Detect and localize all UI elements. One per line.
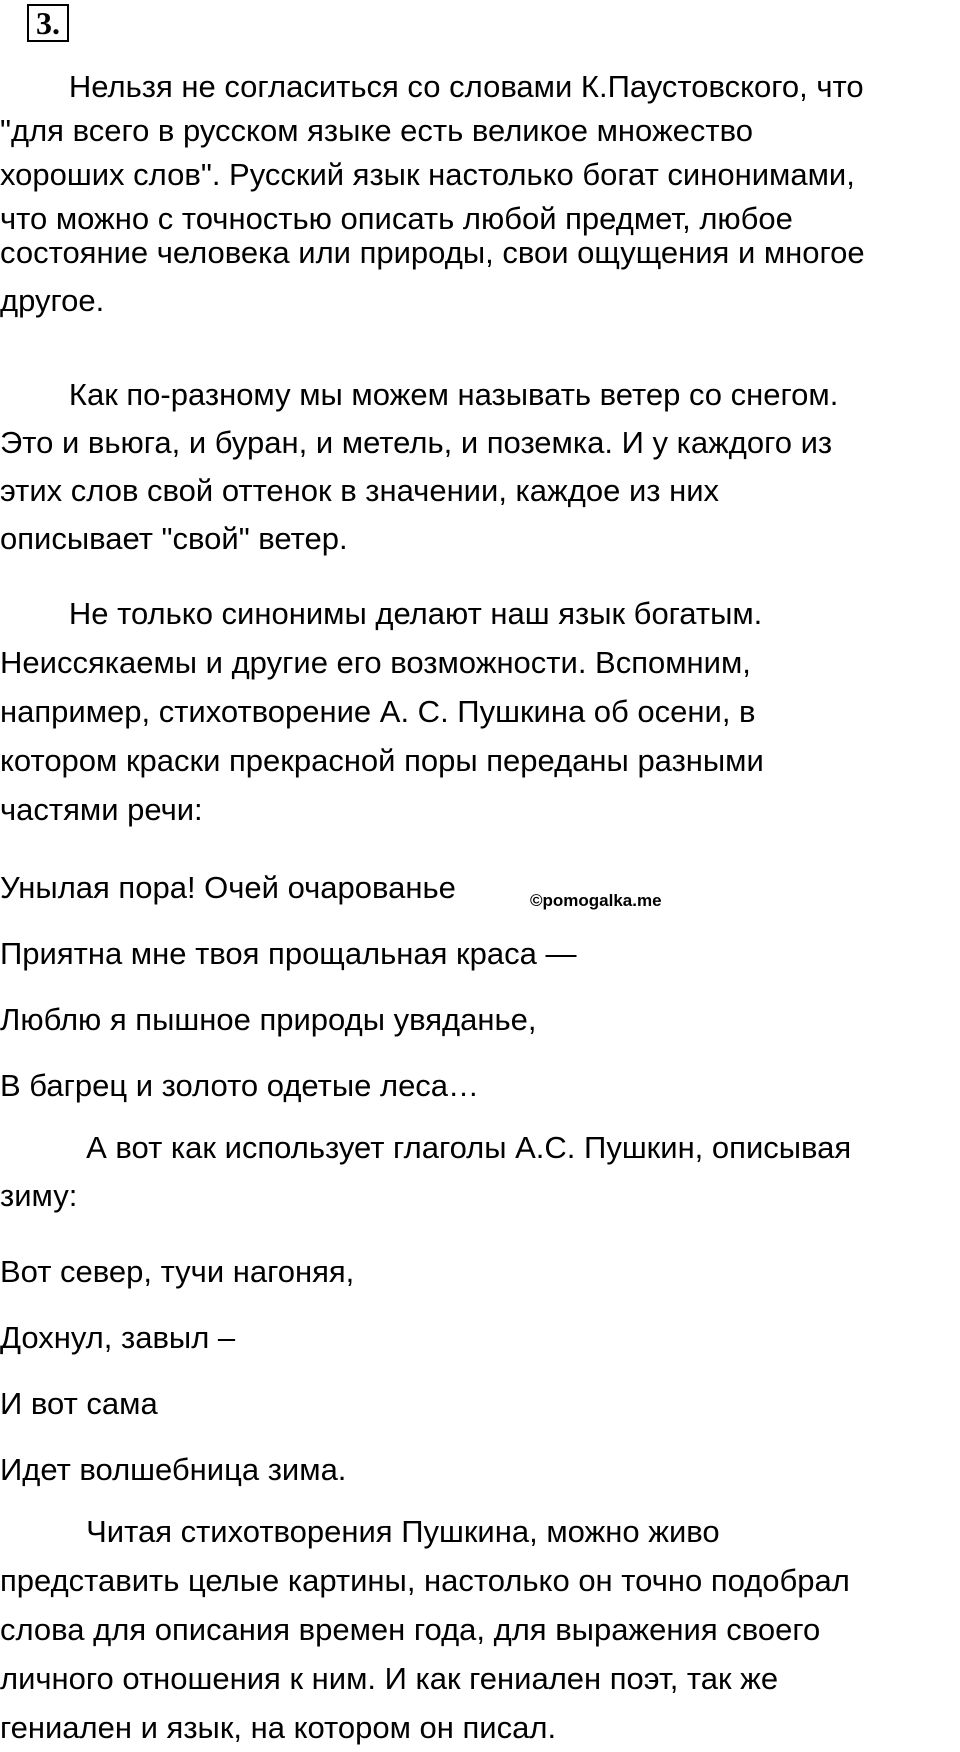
text-line: Неиссякаемы и другие его возможности. Вспомним, (0, 645, 751, 680)
task-number-box: 3. (27, 4, 69, 42)
text-line: Не только синонимы делают наш язык богатым. (0, 596, 763, 631)
paragraph-1 (0, 65, 958, 323)
text-line: частями речи: (0, 792, 203, 827)
text-line: Читая стихотворения Пушкина, можно живо (0, 1514, 720, 1549)
text-line: зиму: (0, 1178, 78, 1213)
poem-winter (0, 1239, 958, 1503)
paragraph-final (0, 1507, 958, 1752)
text-line: например, стихотворение А. С. Пушкина об осени, в (0, 694, 756, 729)
poem-line: Дохнул, завыл – (0, 1320, 236, 1355)
text-line: "для всего в русском языке есть великое множество (0, 113, 753, 148)
poem-line: И вот сама (0, 1386, 158, 1421)
text-line: состояние человека или природы, свои ощущения и многое (0, 235, 865, 270)
text-line: гениален и язык, на котором он писал. (0, 1710, 557, 1745)
text-line: другое. (0, 283, 105, 318)
text-line: представить целые картины, настолько он точно подобрал (0, 1563, 850, 1598)
text-line: слова для описания времен года, для выражения своего (0, 1612, 821, 1647)
text-line: что можно с точностью описать любой предмет, любое (0, 201, 793, 236)
paragraph-verbs (0, 1124, 958, 1220)
text-line: личного отношения к ним. И как гениален поэт, так же (0, 1661, 779, 1696)
paragraph-2 (0, 371, 958, 563)
poem-line: Унылая пора! Очей очарованье (0, 870, 456, 905)
poem-autumn (0, 855, 958, 1119)
text-line: этих слов свой оттенок в значении, каждое из них (0, 473, 720, 508)
watermark-text: ©pomogalka.me (530, 891, 662, 910)
text-line: хороших слов". Русский язык настолько богат синонимами, (0, 157, 855, 192)
paragraph-3 (0, 589, 958, 834)
text-line: Как по-разному мы можем называть ветер со снегом. (0, 377, 839, 412)
poem-line: В багрец и золото одетые леса… (0, 1068, 480, 1103)
text-line: А вот как использует глаголы А.С. Пушкин, описывая (0, 1130, 852, 1165)
text-line: Это и вьюга, и буран, и метель, и поземка. И у каждого из (0, 425, 833, 460)
poem-line: Идет волшебница зима. (0, 1452, 347, 1487)
poem-line: Люблю я пышное природы увяданье, (0, 1002, 537, 1037)
poem-line: Приятна мне твоя прощальная краса — (0, 936, 577, 971)
text-line: котором краски прекрасной поры переданы разными (0, 743, 764, 778)
text-line: описывает "свой" ветер. (0, 521, 348, 556)
poem-line: Вот север, тучи нагоняя, (0, 1254, 355, 1289)
text-line: Нельзя не согласиться со словами К.Паустовского, что (0, 69, 864, 104)
